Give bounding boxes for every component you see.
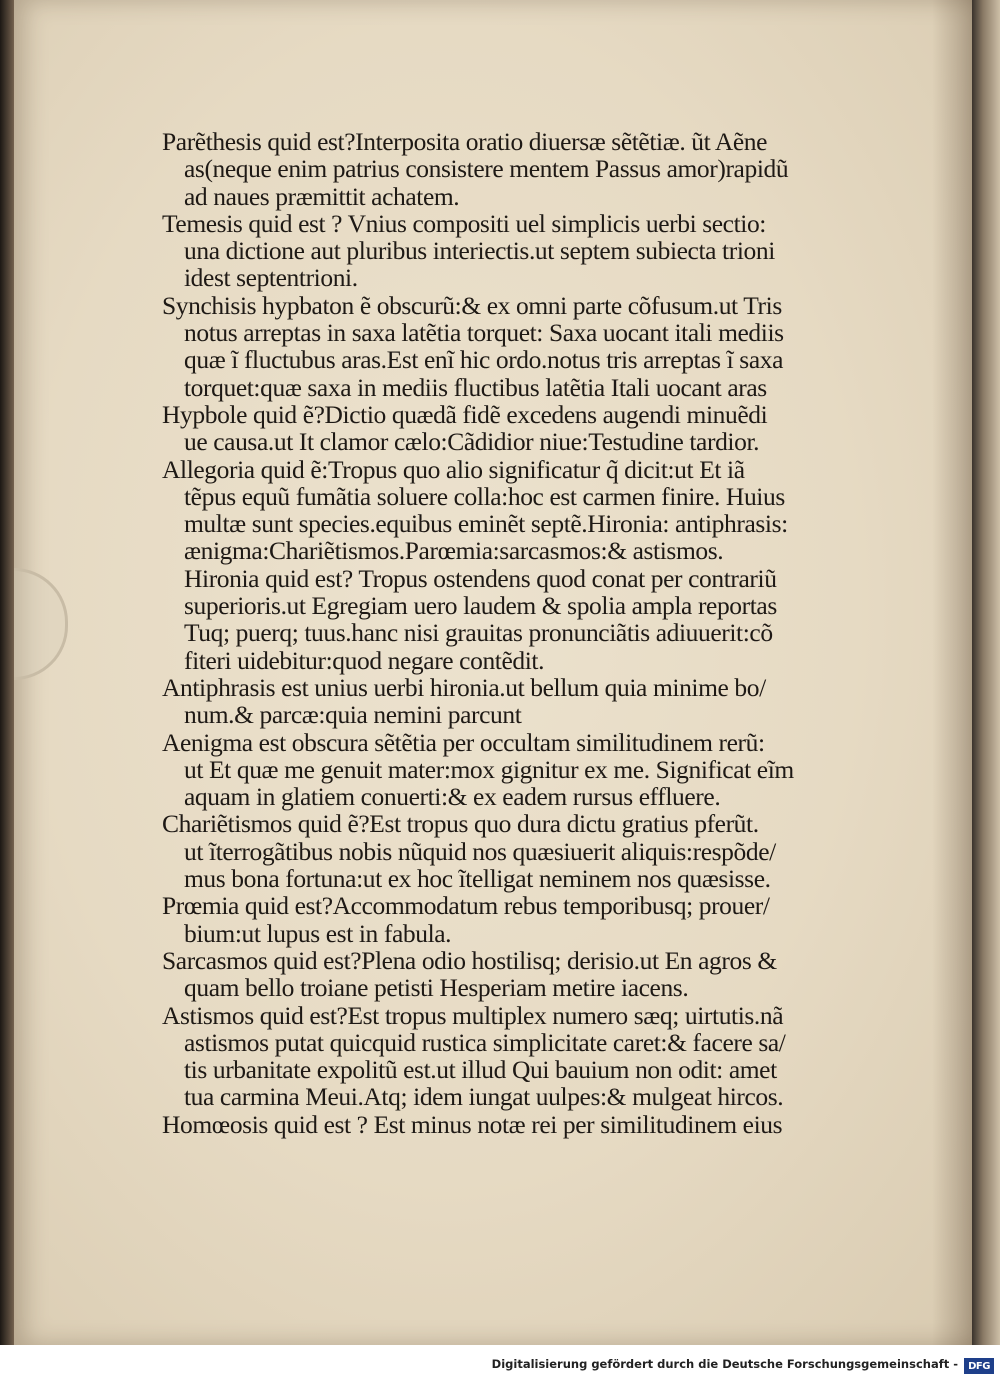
text-line: una dictione aut pluribus interiectis.ut septem subiecta trioni: [184, 236, 775, 266]
text-line: Astismos quid est?Est tropus multiplex numero sæq; uirtutis.nã: [162, 1000, 784, 1030]
text-line: Prœmia quid est?Accommodatum rebus temporibusq; prouer/: [162, 891, 770, 921]
text-line: tis urbanitate expolitũ est.ut illud Qui bauium non odit: amet: [184, 1055, 777, 1085]
text-line: Allegoria quid ẽ:Tropus quo alio significatur q̃ dicit:ut Et iã: [162, 454, 745, 484]
text-line: quæ ĩ fluctubus aras.Est enĩ hic ordo.notus tris arreptas ĩ saxa: [184, 345, 784, 375]
clasp-strap: [14, 568, 68, 680]
text-line: Chariẽtismos quid ẽ?Est tropus quo dura dictu gratius pferũt.: [162, 809, 759, 839]
text-line: ue causa.ut It clamor cælo:Cãdidior niue:Testudine tardior.: [184, 427, 760, 457]
text-line: Temesis quid est ? Vnius compositi uel simplicis uerbi sectio:: [162, 208, 766, 238]
text-line: ut ĩterrogãtibus nobis nũquid nos quæsiuerit aliquis:respõde/: [184, 836, 776, 866]
text-line: superioris.ut Egregiam uero laudem & spolia ampla reportas: [184, 591, 777, 621]
text-line: Antiphrasis est unius uerbi hironia.ut bellum quia minime bo/: [162, 672, 766, 702]
text-line: Tuq; puerq; tuus.hanc nisi grauitas pronunciãtis adiuuerit:cõ: [184, 618, 773, 648]
digitization-footer: [0, 1345, 1000, 1383]
facing-page-edge: [972, 0, 1000, 1345]
dfg-logo: DFG: [964, 1358, 994, 1374]
text-line: Parẽthesis quid est?Interposita oratio diuersæ sẽtẽtiæ. ũt Aẽne: [162, 127, 768, 156]
text-line: idest septentrioni.: [184, 263, 358, 293]
text-line: mus bona fortuna:ut ex hoc ĩtelligat neminem nos quæsisse.: [184, 864, 771, 894]
page-text: [162, 128, 872, 1138]
text-line: Homœosis quid est ? Est minus notæ rei per similitudinem eius: [162, 1109, 783, 1139]
text-line: Synchisis hypbaton ẽ obscurũ:& ex omni parte cõfusum.ut Tris: [162, 290, 782, 320]
footer-credit: Digitalisierung gefördert durch die Deutsche Forschungsgemeinschaft -: [491, 1357, 958, 1371]
text-line: Hironia quid est? Tropus ostendens quod conat per contrariũ: [184, 563, 777, 593]
text-line: ænigma:Chariẽtismos.Parœmia:sarcasmos:& astismos.: [184, 536, 724, 566]
text-line: notus arreptas in saxa latẽtia torquet: Saxa uocant itali mediis: [184, 318, 784, 348]
text-line: tua carmina Meui.Atq; idem iungat uulpes:& mulgeat hircos.: [184, 1082, 784, 1112]
text-line: fiteri uidebitur:quod negare contẽdit.: [184, 645, 545, 675]
text-line: ad naues præmittit achatem.: [184, 181, 460, 211]
text-line: as(neque enim patrius consistere mentem Passus amor)rapidũ: [184, 154, 789, 184]
text-line: num.& parcæ:quia nemini parcunt: [184, 700, 522, 730]
text-line: Hypbole quid ẽ?Dictio quædã fidẽ excedens augendi minuẽdi: [162, 399, 768, 429]
page-gutter-shadow: [932, 0, 972, 1345]
text-line: bium:ut lupus est in fabula.: [184, 918, 452, 948]
text-line: torquet:quæ saxa in mediis fluctibus latẽtia Itali uocant aras: [184, 372, 767, 402]
text-line: Aenigma est obscura sẽtẽtia per occultam similitudinem rerũ:: [162, 727, 765, 757]
text-line: tẽpus equũ fumãtia soluere colla:hoc est carmen finire. Huius: [184, 481, 785, 511]
text-line: ut Et quæ me genuit mater:mox gignitur ex me. Significat eĩm: [184, 754, 794, 784]
text-line: multæ sunt species.equibus eminẽt septẽ.Hironia: antiphrasis:: [184, 509, 788, 539]
text-line: Sarcasmos quid est?Plena odio hostilisq; derisio.ut En agros &: [162, 945, 777, 975]
text-line: quam bello troiane petisti Hesperiam metire iacens.: [184, 973, 689, 1003]
book-page: [14, 0, 972, 1345]
text-line: aquam in glatiem conuerti:& ex eadem rursus effluere.: [184, 782, 721, 812]
text-line: astismos putat quicquid rustica simplicitate caret:& facere sa/: [184, 1027, 786, 1057]
